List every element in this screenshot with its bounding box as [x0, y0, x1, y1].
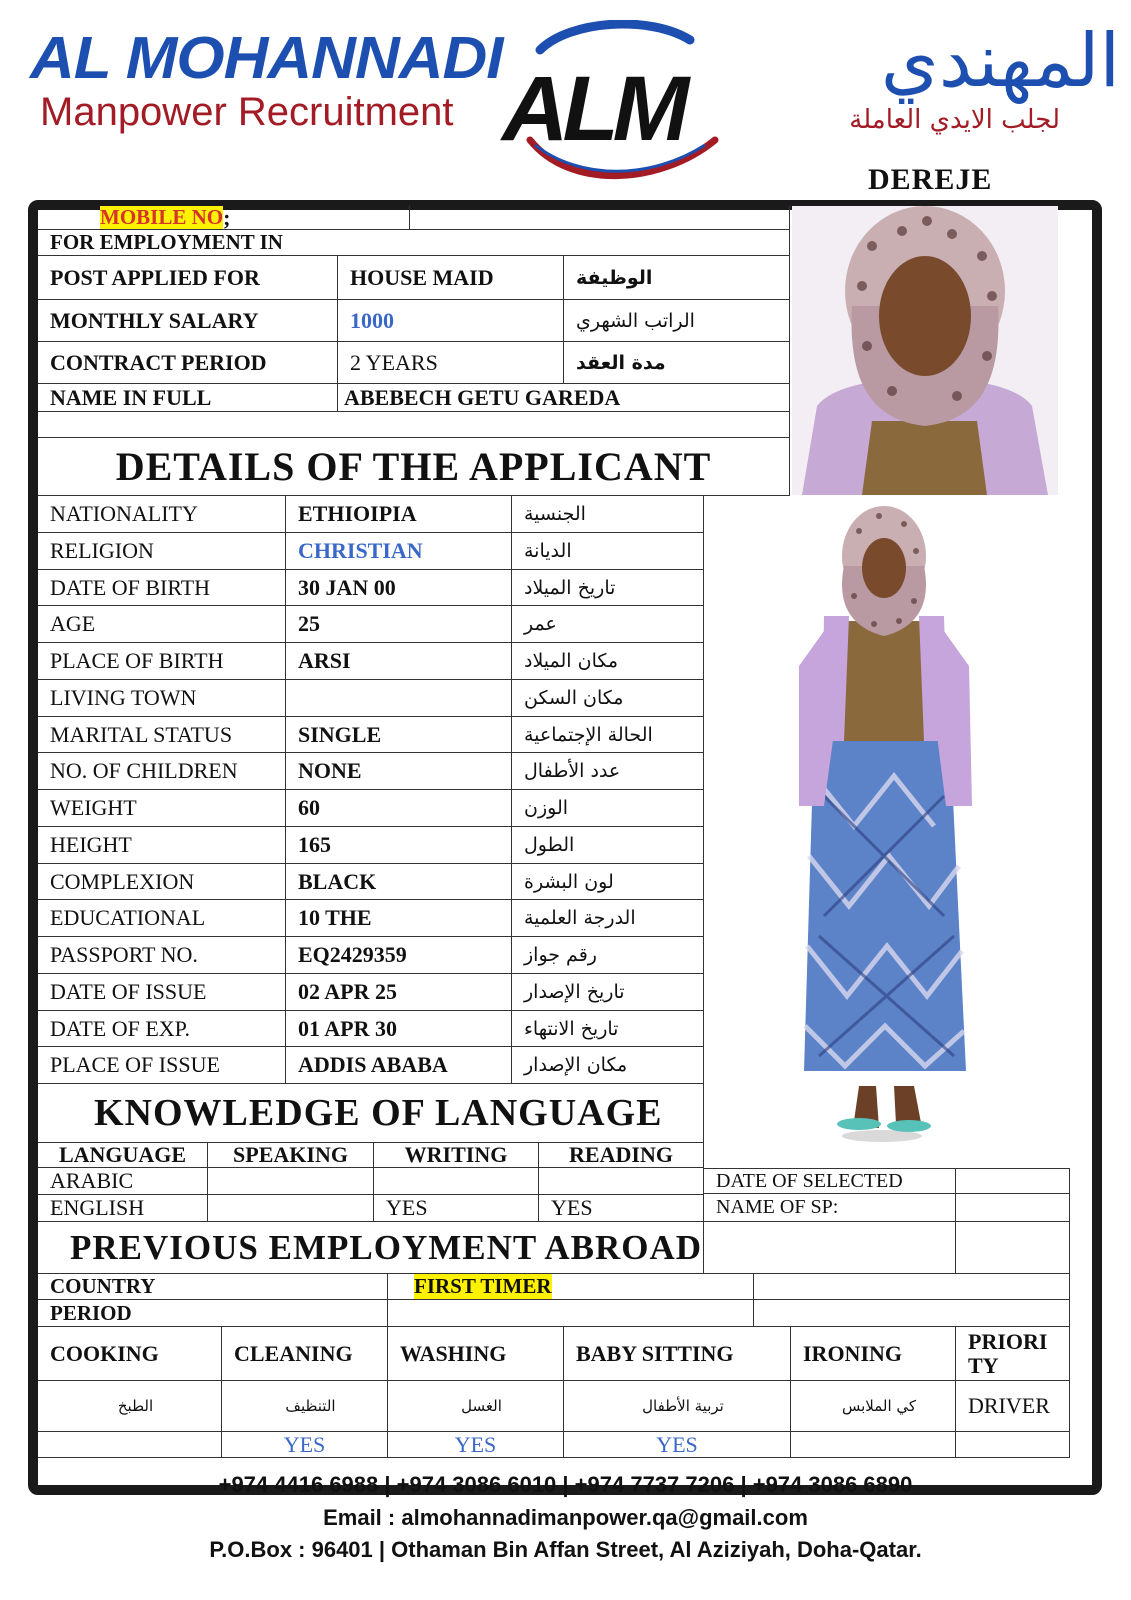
- detail-value: 60: [286, 790, 512, 827]
- language-cell: [374, 1168, 539, 1195]
- detail-label: RELIGION: [38, 533, 286, 570]
- skill-value: YES: [222, 1432, 388, 1458]
- detail-arabic: تاريخ الإصدار: [512, 974, 704, 1011]
- language-cell: YES: [374, 1195, 539, 1222]
- detail-label: COMPLEXION: [38, 864, 286, 900]
- country-label: COUNTRY: [38, 1274, 388, 1300]
- blank-row: [38, 412, 790, 438]
- detail-arabic: الطول: [512, 827, 704, 864]
- salary-value: 1000: [338, 300, 564, 342]
- date-selected-value: [956, 1168, 1070, 1194]
- country-value-cell: [388, 1274, 754, 1300]
- date-selected-label: DATE OF SELECTED: [704, 1168, 956, 1194]
- detail-arabic: تاريخ الانتهاء: [512, 1011, 704, 1047]
- detail-label: PASSPORT NO.: [38, 937, 286, 974]
- detail-label: MARITAL STATUS: [38, 717, 286, 753]
- applicant-full-photo: [704, 496, 1070, 1166]
- footer-phones: +974 4416 6988 | +974 3086 6010 | +974 7737 7206 | +974 3086 6890: [218, 1472, 913, 1497]
- skill-header: CLEANING: [222, 1327, 388, 1381]
- detail-arabic: الدرجة العلمية: [512, 900, 704, 937]
- detail-value: 02 APR 25: [286, 974, 512, 1011]
- alm-logo-icon: [500, 20, 735, 180]
- skill-arabic: كي الملابس: [791, 1381, 956, 1432]
- detail-label: LIVING TOWN: [38, 680, 286, 717]
- detail-arabic: الجنسية: [512, 496, 704, 533]
- side-blank-1: [704, 1222, 956, 1274]
- salary-label: MONTHLY SALARY: [38, 300, 338, 342]
- arabic-brand-name: المهندي: [880, 18, 1120, 104]
- skill-value: [956, 1432, 1070, 1458]
- mobile-number-cell: [38, 206, 410, 230]
- detail-arabic: عمر: [512, 606, 704, 643]
- language-cell: [208, 1168, 374, 1195]
- skill-header: WASHING: [388, 1327, 564, 1381]
- detail-label: PLACE OF BIRTH: [38, 643, 286, 680]
- language-cell: [208, 1195, 374, 1222]
- detail-arabic: عدد الأطفال: [512, 753, 704, 790]
- period-value: [388, 1300, 754, 1327]
- detail-value: 165: [286, 827, 512, 864]
- detail-value: 25: [286, 606, 512, 643]
- language-title: KNOWLEDGE OF LANGUAGE: [38, 1084, 704, 1142]
- skill-value: [38, 1432, 222, 1458]
- detail-label: PLACE OF ISSUE: [38, 1047, 286, 1084]
- detail-arabic: لون البشرة: [512, 864, 704, 900]
- language-header: WRITING: [374, 1142, 539, 1168]
- detail-value: 30 JAN 00: [286, 570, 512, 606]
- arabic-brand-tagline: لجلب الايدي العاملة: [849, 105, 1060, 135]
- previous-title: PREVIOUS EMPLOYMENT ABROAD: [38, 1222, 704, 1274]
- detail-arabic: مكان الإصدار: [512, 1047, 704, 1084]
- brand-name: AL MOHANNADI: [30, 25, 503, 92]
- detail-arabic: الديانة: [512, 533, 704, 570]
- contract-label: CONTRACT PERIOD: [38, 342, 338, 384]
- mobile-punct: ;: [223, 206, 231, 230]
- logo-arabic: [750, 18, 1120, 136]
- detail-value: BLACK: [286, 864, 512, 900]
- detail-value: ADDIS ABABA: [286, 1047, 512, 1084]
- detail-label: WEIGHT: [38, 790, 286, 827]
- sponsor-value: [956, 1194, 1070, 1222]
- skill-header: IRONING: [791, 1327, 956, 1381]
- details-title: DETAILS OF THE APPLICANT: [38, 438, 790, 496]
- country-extra: [754, 1274, 1070, 1300]
- detail-arabic: تاريخ الميلاد: [512, 570, 704, 606]
- detail-label: HEIGHT: [38, 827, 286, 864]
- detail-arabic: الحالة الإجتماعية: [512, 717, 704, 753]
- detail-value: SINGLE: [286, 717, 512, 753]
- detail-label: DATE OF ISSUE: [38, 974, 286, 1011]
- detail-value: ARSI: [286, 643, 512, 680]
- employment-label: FOR EMPLOYMENT IN: [38, 230, 790, 256]
- mobile-label: MOBILE NO: [100, 206, 224, 229]
- detail-arabic: مكان الميلاد: [512, 643, 704, 680]
- contract-arabic: مدة العقد: [564, 342, 790, 384]
- detail-arabic: الوزن: [512, 790, 704, 827]
- detail-value: 10 THE: [286, 900, 512, 937]
- skill-arabic: تربية الأطفال: [564, 1381, 791, 1432]
- detail-value: ETHIOIPIA: [286, 496, 512, 533]
- detail-label: DATE OF BIRTH: [38, 570, 286, 606]
- full-body-photo-icon: [704, 496, 1070, 1166]
- skill-value: YES: [564, 1432, 791, 1458]
- detail-label: AGE: [38, 606, 286, 643]
- language-cell: ARABIC: [38, 1168, 208, 1195]
- detail-arabic: مكان السكن: [512, 680, 704, 717]
- detail-value: EQ2429359: [286, 937, 512, 974]
- salary-arabic: الراتب الشهري: [564, 300, 790, 342]
- language-cell: YES: [539, 1195, 704, 1222]
- detail-label: NATIONALITY: [38, 496, 286, 533]
- period-extra: [754, 1300, 1070, 1327]
- sponsor-label: NAME OF SP:: [704, 1194, 956, 1222]
- mobile-number-value: [410, 206, 790, 230]
- footer-email: Email : almohannadimanpower.qa@gmail.com: [323, 1505, 808, 1530]
- language-header: LANGUAGE: [38, 1142, 208, 1168]
- brand-tagline: Manpower Recruitment: [40, 90, 454, 134]
- name-value: ABEBECH GETU GAREDA: [338, 384, 790, 412]
- contract-value: 2 YEARS: [338, 342, 564, 384]
- post-arabic: الوظيفة: [564, 256, 790, 300]
- agent-name: DEREJE: [868, 163, 993, 196]
- post-value: HOUSE MAID: [338, 256, 564, 300]
- period-label: PERIOD: [38, 1300, 388, 1327]
- applicant-headshot: [792, 206, 1058, 495]
- skill-header: PRIORI TY: [956, 1327, 1070, 1381]
- detail-value: [286, 680, 512, 717]
- side-blank-2: [956, 1222, 1070, 1274]
- skill-header: BABY SITTING: [564, 1327, 791, 1381]
- skill-value: [791, 1432, 956, 1458]
- skill-arabic: الغسل: [388, 1381, 564, 1432]
- footer-address: P.O.Box : 96401 | Othaman Bin Affan Street, Al Aziziyah, Doha-Qatar.: [209, 1537, 922, 1562]
- skill-arabic: التنظيف: [222, 1381, 388, 1432]
- detail-label: DATE OF EXP.: [38, 1011, 286, 1047]
- logo-english: [30, 25, 503, 134]
- post-label: POST APPLIED FOR: [38, 256, 338, 300]
- language-header: READING: [539, 1142, 704, 1168]
- detail-label: EDUCATIONAL: [38, 900, 286, 937]
- skill-arabic: الطبخ: [38, 1381, 222, 1432]
- skill-value: YES: [388, 1432, 564, 1458]
- priority-value: DRIVER: [956, 1381, 1070, 1432]
- headshot-photo-icon: [792, 206, 1058, 495]
- detail-label: NO. OF CHILDREN: [38, 753, 286, 790]
- name-label: NAME IN FULL: [38, 384, 338, 412]
- detail-value: NONE: [286, 753, 512, 790]
- detail-value: 01 APR 30: [286, 1011, 512, 1047]
- alm-logo-text: ALM: [502, 58, 684, 160]
- language-cell: [539, 1168, 704, 1195]
- skill-header: COOKING: [38, 1327, 222, 1381]
- detail-arabic: رقم جواز: [512, 937, 704, 974]
- detail-value: CHRISTIAN: [286, 533, 512, 570]
- language-cell: ENGLISH: [38, 1195, 208, 1222]
- language-header: SPEAKING: [208, 1142, 374, 1168]
- country-value: FIRST TIMER: [414, 1274, 552, 1298]
